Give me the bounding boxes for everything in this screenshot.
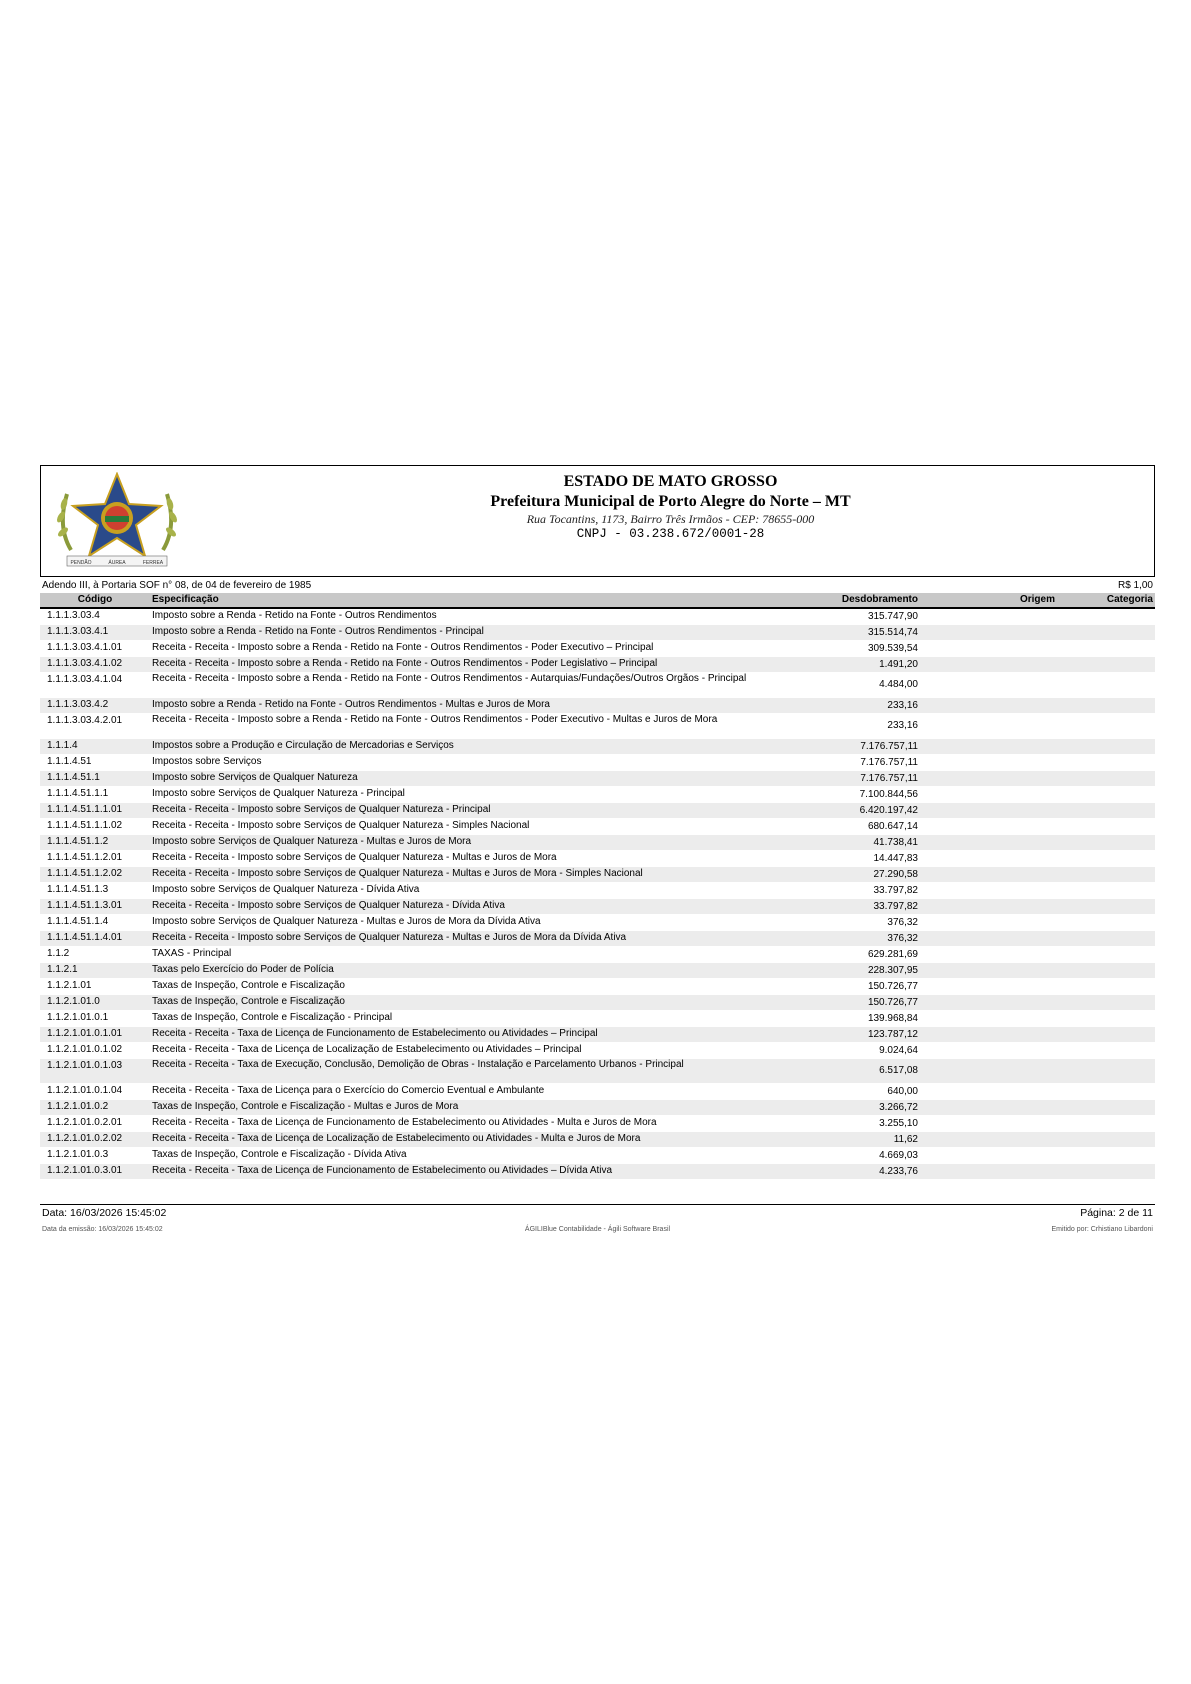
cell-breakdown: 7.100.844,56 xyxy=(859,788,918,800)
cell-spec: Receita - Receita - Taxa de Licença de Localização de Estabelecimento ou Atividades – Principal xyxy=(152,1044,582,1055)
cell-breakdown: 7.176.757,11 xyxy=(860,740,918,752)
table-row xyxy=(40,1100,1155,1116)
address-line: Rua Tocantins, 1173, Bairro Três Irmãos - CEP: 78655-000 xyxy=(526,512,815,526)
revenue-table xyxy=(40,593,1155,1180)
table-row xyxy=(40,1132,1155,1148)
cell-breakdown: 7.176.757,11 xyxy=(860,772,918,784)
state-title: ESTADO DE MATO GROSSO xyxy=(563,473,778,490)
col-header-spec: Especificação xyxy=(152,594,219,605)
cell-breakdown: 14.447,83 xyxy=(873,852,918,864)
cell-breakdown: 640,00 xyxy=(887,1085,918,1097)
cell-spec: Imposto sobre Serviços de Qualquer Natureza - Dívida Ativa xyxy=(152,884,420,895)
cell-spec: Receita - Receita - Taxa de Licença para o Exercício do Comercio Eventual e Ambulante xyxy=(152,1085,545,1096)
cell-code: 1.1.2.1.01.0.3 xyxy=(47,1149,109,1160)
table-row xyxy=(40,787,1155,803)
coat-of-arms-logo xyxy=(49,472,185,568)
print-date: Data: 16/03/2026 15:45:02 xyxy=(42,1207,167,1219)
legal-reference: Adendo III, à Portaria SOF n° 08, de 04 de fevereiro de 1985 xyxy=(42,580,312,591)
col-header-category: Categoria xyxy=(1106,594,1153,605)
cell-breakdown: 376,32 xyxy=(887,916,918,928)
cell-breakdown: 4.233,76 xyxy=(879,1165,918,1177)
cell-spec: Impostos sobre Serviços xyxy=(152,756,262,767)
crest-motto-3: FERREA xyxy=(142,560,164,566)
table-row xyxy=(40,771,1155,787)
cell-breakdown: 139.968,84 xyxy=(867,1012,918,1024)
cell-code: 1.1.1.4 xyxy=(47,740,78,751)
cell-code: 1.1.1.3.03.4.2 xyxy=(47,699,109,710)
cell-spec: Receita - Receita - Imposto sobre Serviços de Qualquer Natureza - Dívida Ativa xyxy=(152,900,505,911)
cell-breakdown: 41.738,41 xyxy=(873,836,918,848)
table-row xyxy=(40,835,1155,851)
table-row xyxy=(40,1164,1155,1180)
footer-meta xyxy=(40,1225,1155,1235)
cell-code: 1.1.2.1.01.0.2.01 xyxy=(47,1117,123,1128)
table-row xyxy=(40,915,1155,931)
cell-breakdown: 150.726,77 xyxy=(867,996,918,1008)
cell-breakdown: 7.176.757,11 xyxy=(860,756,918,768)
cell-code: 1.1.2.1.01.0.1 xyxy=(47,1012,109,1023)
cell-spec: Imposto sobre Serviços de Qualquer Natureza - Multas e Juros de Mora da Dívida Ativa xyxy=(152,916,541,927)
cell-breakdown: 3.255,10 xyxy=(879,1117,918,1129)
cell-breakdown: 376,32 xyxy=(887,932,918,944)
cell-spec: Receita - Receita - Imposto sobre a Renda - Retido na Fonte - Outros Rendimentos - Poder Legislativo – Principal xyxy=(152,658,658,669)
table-row xyxy=(40,1043,1155,1059)
table-row xyxy=(40,625,1155,641)
footer xyxy=(40,1206,1155,1220)
footer-divider xyxy=(40,1204,1155,1205)
currency-unit: R$ 1,00 xyxy=(1117,580,1153,591)
cell-code: 1.1.2.1.01.0.3.01 xyxy=(47,1165,123,1176)
cell-breakdown: 150.726,77 xyxy=(867,980,918,992)
cell-code: 1.1.1.4.51.1.4 xyxy=(47,916,109,927)
cell-code: 1.1.2.1.01.0.1.01 xyxy=(47,1028,123,1039)
table-row xyxy=(40,1011,1155,1027)
cell-code: 1.1.1.4.51.1.4.01 xyxy=(47,932,123,943)
page-number: Página: 2 de 11 xyxy=(1080,1207,1153,1219)
cell-code: 1.1.1.3.03.4 xyxy=(47,610,100,621)
table-row xyxy=(40,819,1155,835)
table-row xyxy=(40,803,1155,819)
cell-spec: Taxas de Inspeção, Controle e Fiscalização - Principal xyxy=(152,1012,393,1023)
cell-spec: Receita - Receita - Taxa de Execução, Conclusão, Demolição de Obras - Instalação e Parcelamento Urbanos - Principal xyxy=(152,1059,684,1070)
cell-code: 1.1.2.1.01.0 xyxy=(47,996,100,1007)
cell-spec: Receita - Receita - Taxa de Licença de Funcionamento de Estabelecimento ou Atividades - Multa e Juros de Mora xyxy=(152,1117,657,1128)
table-row xyxy=(40,867,1155,883)
cell-code: 1.1.1.4.51.1.2 xyxy=(47,836,109,847)
cell-spec: Taxas de Inspeção, Controle e Fiscalização - Multas e Juros de Mora xyxy=(152,1101,459,1112)
table-row xyxy=(40,1148,1155,1164)
cell-code: 1.1.1.4.51.1.1 xyxy=(47,788,109,799)
cell-spec: Receita - Receita - Taxa de Licença de Funcionamento de Estabelecimento ou Atividades – Principal xyxy=(152,1028,598,1039)
table-body xyxy=(40,609,1155,1180)
cell-code: 1.1.1.3.03.4.1.01 xyxy=(47,642,123,653)
cell-code: 1.1.1.3.03.4.1.04 xyxy=(47,674,123,685)
emission-date: Data da emissão: 16/03/2026 15:45:02 xyxy=(42,1226,163,1233)
cell-breakdown: 33.797,82 xyxy=(873,884,918,896)
cell-breakdown: 3.266,72 xyxy=(879,1101,918,1113)
table-row xyxy=(40,1027,1155,1043)
cell-breakdown: 309.539,54 xyxy=(867,642,918,654)
cell-spec: TAXAS - Principal xyxy=(152,948,232,959)
cell-code: 1.1.1.3.03.4.1 xyxy=(47,626,109,637)
cell-spec: Taxas pelo Exercício do Poder de Polícia xyxy=(152,964,334,975)
table-row xyxy=(40,963,1155,979)
table-header xyxy=(40,593,1155,609)
table-row xyxy=(40,673,1155,698)
software-name: ÁGILIBlue Contabilidade - Ágili Software Brasil xyxy=(524,1226,671,1233)
cell-spec: Imposto sobre a Renda - Retido na Fonte - Outros Rendimentos - Multas e Juros de Mora xyxy=(152,699,550,710)
cell-code: 1.1.1.4.51.1.2.01 xyxy=(47,852,123,863)
cell-breakdown: 4.484,00 xyxy=(879,679,918,690)
table-row xyxy=(40,979,1155,995)
cell-spec: Receita - Receita - Taxa de Licença de Localização de Estabelecimento ou Atividades - Multa e Juros de Mora xyxy=(152,1133,641,1144)
cell-spec: Imposto sobre a Renda - Retido na Fonte - Outros Rendimentos xyxy=(152,610,437,621)
cell-spec: Imposto sobre Serviços de Qualquer Natureza - Multas e Juros de Mora xyxy=(152,836,472,847)
cell-breakdown: 233,16 xyxy=(887,699,918,711)
cell-breakdown: 233,16 xyxy=(887,720,918,731)
cell-breakdown: 9.024,64 xyxy=(879,1044,918,1056)
cell-code: 1.1.2.1.01 xyxy=(47,980,92,991)
cell-code: 1.1.1.3.03.4.1.02 xyxy=(47,658,123,669)
table-row xyxy=(40,995,1155,1011)
cell-spec: Receita - Receita - Imposto sobre a Renda - Retido na Fonte - Outros Rendimentos - Poder Executivo - Multas e Juros de Mora xyxy=(152,714,718,725)
table-row xyxy=(40,698,1155,714)
prefecture-title: Prefeitura Municipal de Porto Alegre do Norte – MT xyxy=(490,493,851,510)
table-row xyxy=(40,609,1155,625)
cell-breakdown: 629.281,69 xyxy=(867,948,918,960)
cell-code: 1.1.2.1.01.0.2.02 xyxy=(47,1133,123,1144)
cell-spec: Receita - Receita - Imposto sobre Serviços de Qualquer Natureza - Multas e Juros de Mora - Simples Nacional xyxy=(152,868,643,879)
cell-code: 1.1.2.1.01.0.2 xyxy=(47,1101,109,1112)
table-row xyxy=(40,851,1155,867)
cell-code: 1.1.1.4.51.1.1.02 xyxy=(47,820,123,831)
cell-spec: Receita - Receita - Imposto sobre a Renda - Retido na Fonte - Outros Rendimentos - Poder Executivo – Principal xyxy=(152,642,654,653)
cell-code: 1.1.1.4.51 xyxy=(47,756,92,767)
cell-breakdown: 228.307,95 xyxy=(867,964,918,976)
cell-spec: Receita - Receita - Imposto sobre Serviços de Qualquer Natureza - Principal xyxy=(152,804,491,815)
cell-code: 1.1.2 xyxy=(47,948,70,959)
table-row xyxy=(40,1116,1155,1132)
col-header-origin: Origem xyxy=(1019,594,1055,605)
cell-spec: Receita - Receita - Imposto sobre Serviços de Qualquer Natureza - Multas e Juros de Mora xyxy=(152,852,557,863)
cell-spec: Imposto sobre a Renda - Retido na Fonte - Outros Rendimentos - Principal xyxy=(152,626,484,637)
cell-spec: Receita - Receita - Taxa de Licença de Funcionamento de Estabelecimento ou Atividades – Dívida Ativa xyxy=(152,1165,613,1176)
cell-code: 1.1.1.3.03.4.2.01 xyxy=(47,715,123,726)
table-row xyxy=(40,931,1155,947)
cell-spec: Taxas de Inspeção, Controle e Fiscalização xyxy=(152,980,345,991)
table-row xyxy=(40,657,1155,673)
issued-by: Emitido por: Crhistiano Libardoni xyxy=(1051,1226,1153,1233)
cell-breakdown: 33.797,82 xyxy=(873,900,918,912)
cell-code: 1.1.1.4.51.1 xyxy=(47,772,100,783)
cell-breakdown: 6.420.197,42 xyxy=(859,804,918,816)
report-subheader xyxy=(40,579,1155,592)
table-row xyxy=(40,641,1155,657)
crest-motto-2: ÁUREA xyxy=(108,560,126,566)
cell-code: 1.1.1.4.51.1.3 xyxy=(47,884,109,895)
cell-spec: Receita - Receita - Imposto sobre a Renda - Retido na Fonte - Outros Rendimentos - Autarquias/Fundações/Outros Orgãos - Principal xyxy=(152,673,747,684)
cell-spec: Imposto sobre Serviços de Qualquer Natureza - Principal xyxy=(152,788,405,799)
cell-breakdown: 680.647,14 xyxy=(867,820,918,832)
cell-code: 1.1.2.1 xyxy=(47,964,78,975)
cnpj-line: CNPJ - 03.238.672/0001-28 xyxy=(576,527,765,541)
col-header-code: Código xyxy=(77,594,113,605)
cell-code: 1.1.2.1.01.0.1.03 xyxy=(47,1060,123,1071)
table-row xyxy=(40,739,1155,755)
cell-spec: Impostos sobre a Produção e Circulação de Mercadorias e Serviços xyxy=(152,740,454,751)
cell-breakdown: 6.517,08 xyxy=(879,1065,918,1076)
cell-spec: Taxas de Inspeção, Controle e Fiscalização xyxy=(152,996,345,1007)
cell-breakdown: 123.787,12 xyxy=(867,1028,918,1040)
table-row xyxy=(40,1084,1155,1100)
cell-code: 1.1.2.1.01.0.1.04 xyxy=(47,1085,123,1096)
header-text-block xyxy=(191,472,1150,542)
cell-spec: Receita - Receita - Imposto sobre Serviços de Qualquer Natureza - Simples Nacional xyxy=(152,820,530,831)
cell-code: 1.1.1.4.51.1.1.01 xyxy=(47,804,123,815)
cell-spec: Taxas de Inspeção, Controle e Fiscalização - Dívida Ativa xyxy=(152,1149,407,1160)
table-row xyxy=(40,714,1155,739)
cell-breakdown: 4.669,03 xyxy=(879,1149,918,1161)
table-row xyxy=(40,755,1155,771)
cell-code: 1.1.1.4.51.1.3.01 xyxy=(47,900,123,911)
table-row xyxy=(40,1059,1155,1084)
cell-code: 1.1.1.4.51.1.2.02 xyxy=(47,868,123,879)
col-header-breakdown: Desdobramento xyxy=(841,594,918,605)
table-row xyxy=(40,883,1155,899)
crest-motto-1: PENDÃO xyxy=(70,560,92,566)
cell-breakdown: 27.290,58 xyxy=(873,868,918,880)
cell-spec: Receita - Receita - Imposto sobre Serviços de Qualquer Natureza - Multas e Juros de Mora da Dívida Ativa xyxy=(152,932,627,943)
table-row xyxy=(40,899,1155,915)
cell-breakdown: 11,62 xyxy=(893,1133,918,1145)
cell-spec: Imposto sobre Serviços de Qualquer Natureza xyxy=(152,772,358,783)
table-row xyxy=(40,947,1155,963)
cell-breakdown: 315.514,74 xyxy=(867,626,918,638)
cell-breakdown: 315.747,90 xyxy=(867,610,918,622)
cell-breakdown: 1.491,20 xyxy=(879,658,918,670)
report-header xyxy=(40,465,1155,577)
cell-code: 1.1.2.1.01.0.1.02 xyxy=(47,1044,123,1055)
